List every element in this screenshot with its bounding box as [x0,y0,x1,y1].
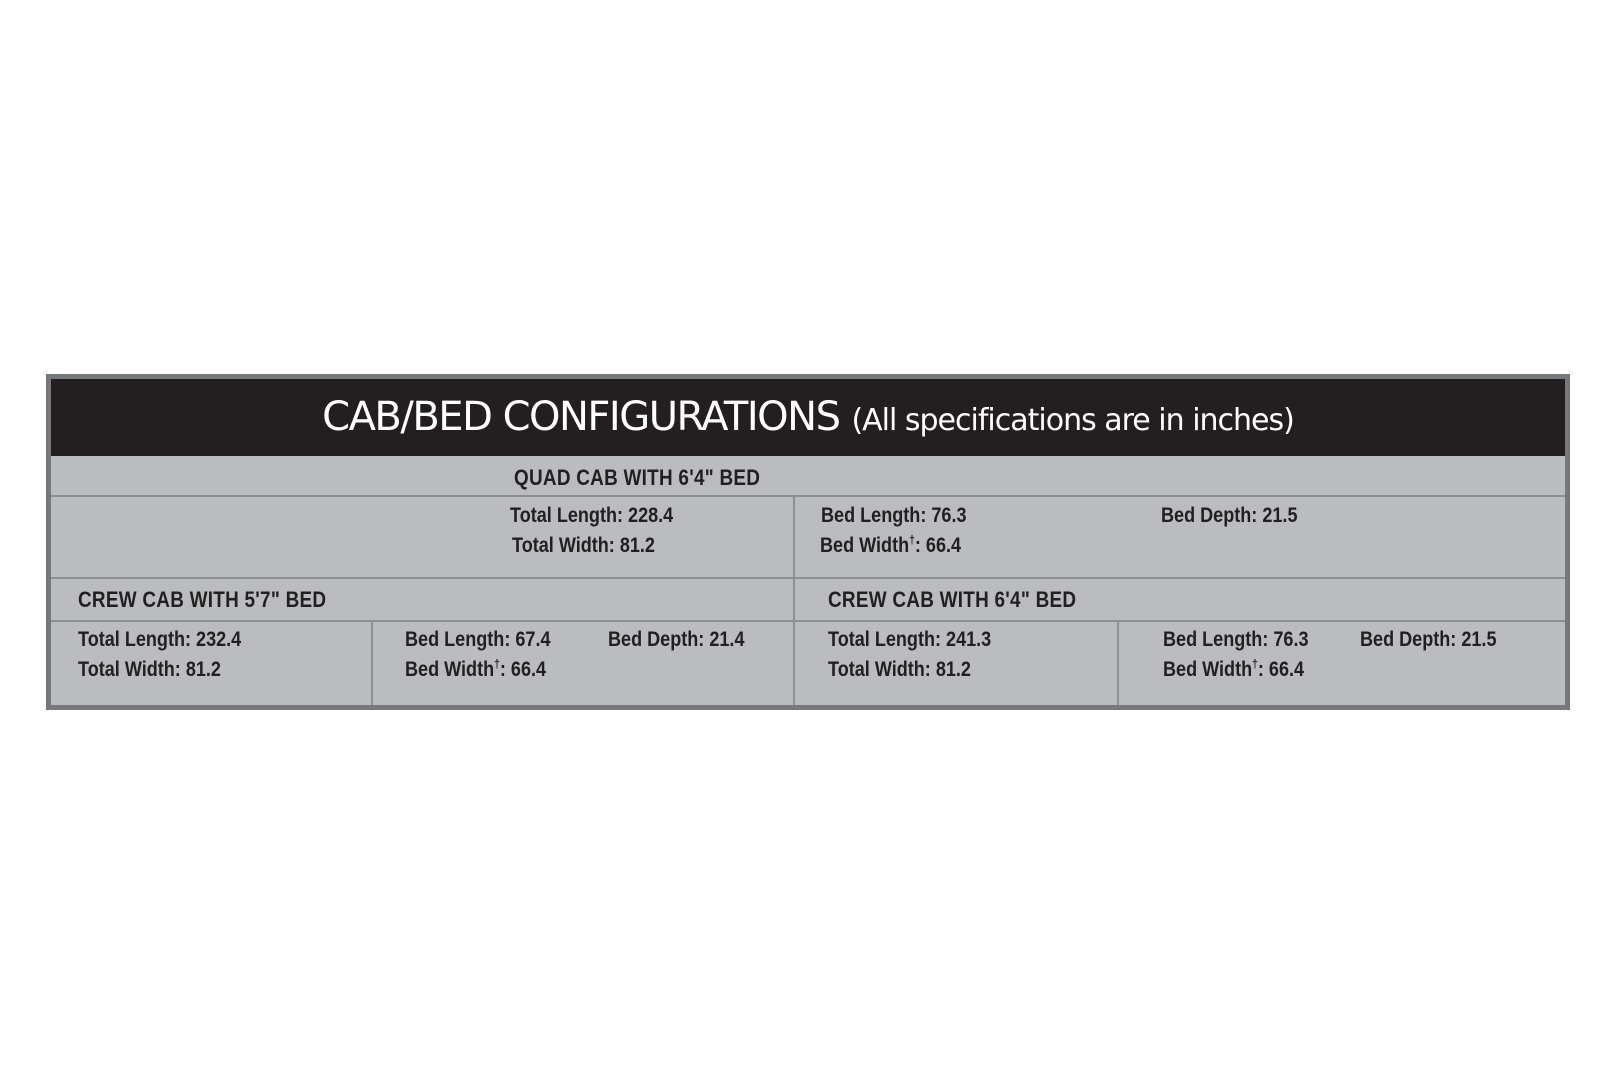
crew-cab-64-bed-length: Bed Length: 76.3 [1163,628,1309,651]
table-title: CAB/BED CONFIGURATIONS [322,394,840,440]
dagger-mark: † [494,657,500,671]
cab-bed-configurations-table [46,374,1570,710]
crew-cab-57-total-width: Total Width: 81.2 [78,658,221,681]
bed-width-value: : 66.4 [499,658,547,681]
crew-cab-57-bed-depth: Bed Depth: 21.4 [608,628,745,651]
quad-cab-total-length: Total Length: 228.4 [510,504,674,527]
dagger-mark: † [1252,657,1258,671]
table-subtitle: (All specifications are in inches) [851,403,1294,438]
quad-cab-bed-width [820,531,961,561]
bed-width-value: : 66.4 [1257,658,1305,681]
dagger-mark: † [909,533,915,547]
crew-cab-57-heading: CREW CAB WITH 5'7" BED [78,587,327,612]
divider [371,622,373,705]
quad-cab-heading: QUAD CAB WITH 6'4" BED [514,465,761,490]
divider [793,579,795,705]
crew-cab-57-bed-length: Bed Length: 67.4 [405,628,551,651]
crew-cab-64-total-length: Total Length: 241.3 [828,628,992,651]
bed-width-label: Bed Width [820,534,910,557]
divider [51,577,1565,579]
crew-cab-57-bed-width [405,655,546,685]
divider [1117,622,1119,705]
quad-cab-bed-length: Bed Length: 76.3 [821,504,967,527]
crew-cab-64-bed-width [1163,655,1304,685]
quad-cab-bed-depth: Bed Depth: 21.5 [1161,504,1298,527]
bed-width-label: Bed Width [1163,658,1253,681]
divider [51,495,1565,497]
crew-cab-57-total-length: Total Length: 232.4 [78,628,242,651]
crew-cab-64-bed-depth: Bed Depth: 21.5 [1360,628,1497,651]
crew-cab-64-heading: CREW CAB WITH 6'4" BED [828,587,1077,612]
bed-width-value: : 66.4 [914,534,962,557]
divider [793,497,795,577]
bed-width-label: Bed Width [405,658,495,681]
quad-cab-total-width: Total Width: 81.2 [512,534,655,557]
table-header [51,379,1565,456]
crew-cab-64-total-width: Total Width: 81.2 [828,658,971,681]
divider [51,620,1565,622]
